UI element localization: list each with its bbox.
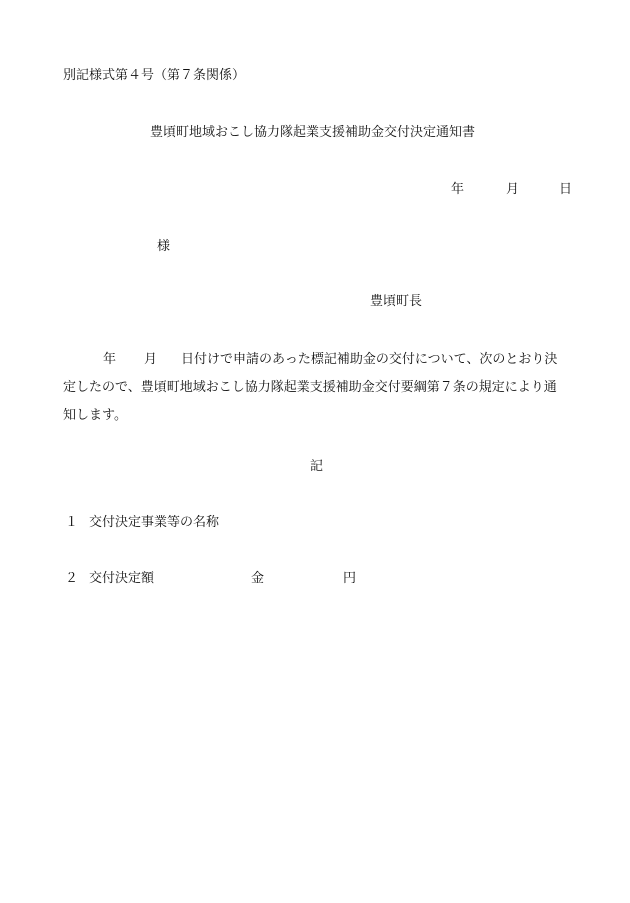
item-1-number: １ <box>65 515 79 530</box>
item-1 <box>65 516 219 529</box>
item-1-label: 交付決定事業等の名称 <box>89 515 220 530</box>
form-number: 別記様式第４号（第７条関係） <box>63 68 246 83</box>
body-line-1 <box>63 346 583 374</box>
issuer-name: 豊頃町長 <box>370 294 423 309</box>
body-line-3: 知します。 <box>63 408 127 423</box>
item-2-label: 交付決定額 <box>89 571 155 586</box>
notice-body <box>63 346 583 430</box>
body-line-2: 定したので、豊頃町地域おこし協力隊起業支援補助金交付要綱第７条の規定により通 <box>63 380 557 395</box>
amount-prefix: 金 <box>251 571 265 586</box>
date-year-label: 年 <box>451 182 465 197</box>
body-month-label: 月 <box>144 352 158 367</box>
addressee-honorific: 様 <box>157 239 171 254</box>
body-year-label: 年 <box>103 352 117 367</box>
body-line-1-text: 日付けで申請のあった標記補助金の交付について、次のとおり決 <box>181 352 558 367</box>
item-2-number: ２ <box>65 571 79 586</box>
date-month-label: 月 <box>506 182 520 197</box>
date-day-label: 日 <box>559 182 573 197</box>
ki-heading: 記 <box>310 459 324 474</box>
item-2 <box>65 571 357 586</box>
document-title: 豊頃町地域おこし協力隊起業支援補助金交付決定通知書 <box>150 125 476 140</box>
amount-suffix: 円 <box>343 571 357 586</box>
